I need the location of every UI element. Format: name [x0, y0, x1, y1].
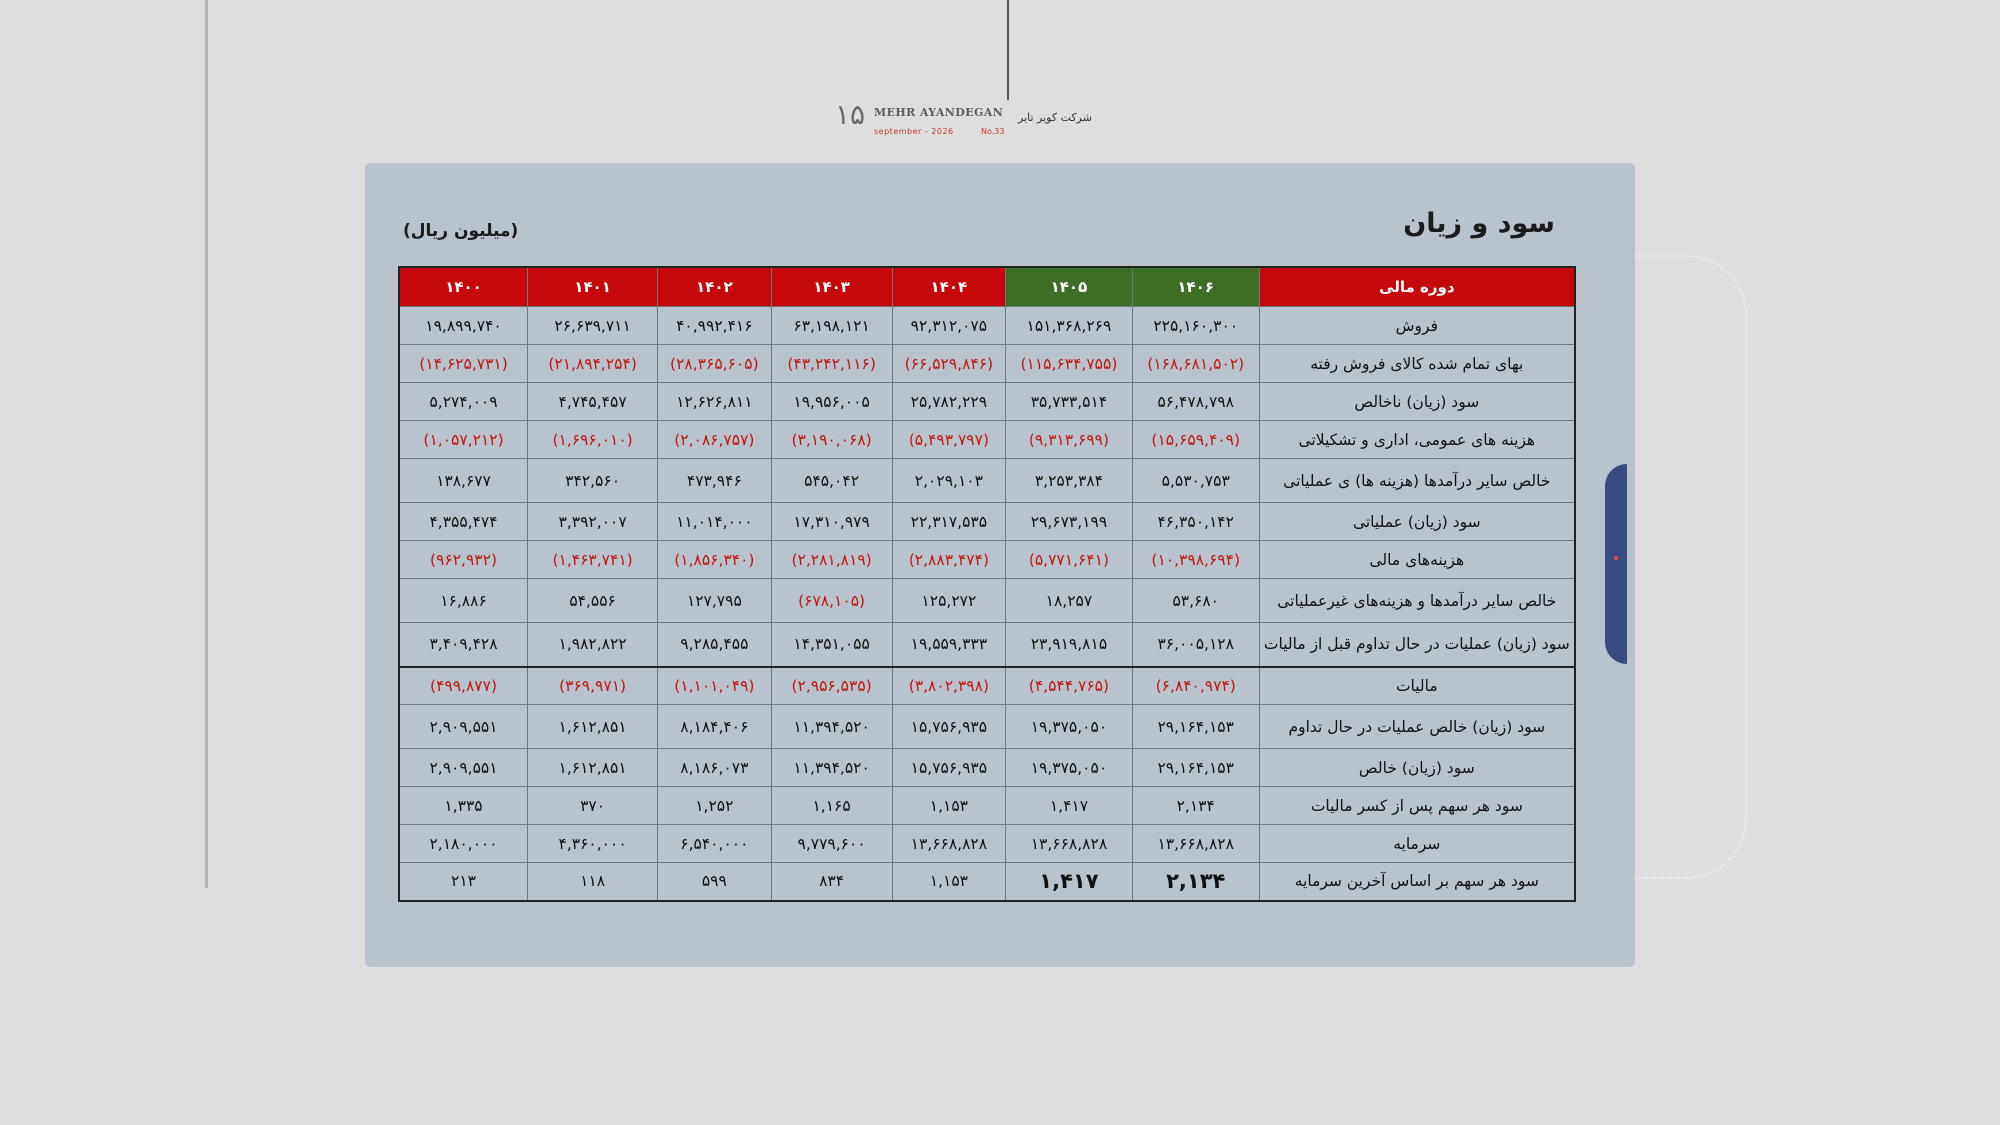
table-cell: ۱۱,۰۱۴,۰۰۰ [658, 503, 771, 541]
table-row [399, 667, 1575, 705]
table-cell: (۵,۴۹۳,۷۹۷) [892, 421, 1005, 459]
table-cell: ۸,۱۸۶,۰۷۳ [658, 749, 771, 787]
table-header-row [399, 267, 1575, 307]
issue-date: september - 2026 [874, 127, 954, 136]
table-row [399, 863, 1575, 901]
table-cell: ۴,۷۴۵,۴۵۷ [528, 383, 658, 421]
table-cell: ۱۳۸,۶۷۷ [399, 459, 528, 503]
side-navigation-tab[interactable] [1605, 464, 1627, 664]
table-cell: ۱۲,۶۲۶,۸۱۱ [658, 383, 771, 421]
table-row [399, 623, 1575, 667]
table-cell: ۱۸,۲۵۷ [1006, 579, 1133, 623]
table-cell: ۱۷,۳۱۰,۹۷۹ [771, 503, 892, 541]
table-cell: ۱,۳۳۵ [399, 787, 528, 825]
table-cell: ۱,۱۵۳ [892, 787, 1005, 825]
table-cell: ۱,۴۱۷ [1006, 787, 1133, 825]
table-cell: ۲,۱۳۴ [1132, 863, 1259, 901]
table-cell: ۱۲۵,۲۷۲ [892, 579, 1005, 623]
table-cell: ۶۳,۱۹۸,۱۲۱ [771, 307, 892, 345]
table-cell: ۸,۱۸۴,۴۰۶ [658, 705, 771, 749]
table-cell: (۵,۷۷۱,۶۴۱) [1006, 541, 1133, 579]
table-row [399, 749, 1575, 787]
table-cell: ۲۹,۱۶۴,۱۵۳ [1132, 749, 1259, 787]
table-cell: ۵۳,۶۸۰ [1132, 579, 1259, 623]
table-cell: ۵,۵۳۰,۷۵۳ [1132, 459, 1259, 503]
table-cell: ۱۵,۷۵۶,۹۳۵ [892, 749, 1005, 787]
table-cell: ۱۹,۸۹۹,۷۴۰ [399, 307, 528, 345]
table-cell: (۴,۵۴۴,۷۶۵) [1006, 667, 1133, 705]
table-cell: ۳۴۲,۵۶۰ [528, 459, 658, 503]
table-cell: ۲,۹۰۹,۵۵۱ [399, 705, 528, 749]
column-header-year: ۱۴۰۵ [1006, 267, 1133, 307]
table-cell: ۱,۱۶۵ [771, 787, 892, 825]
table-cell: ۳,۳۹۲,۰۰۷ [528, 503, 658, 541]
table-cell: ۱۴,۳۵۱,۰۵۵ [771, 623, 892, 667]
table-cell: ۱۵۱,۳۶۸,۲۶۹ [1006, 307, 1133, 345]
table-cell: ۲,۱۸۰,۰۰۰ [399, 825, 528, 863]
table-cell: ۲۹,۱۶۴,۱۵۳ [1132, 705, 1259, 749]
issue-number: No.33 [981, 127, 1005, 136]
table-cell: ۸۳۴ [771, 863, 892, 901]
table-cell: (۱,۰۵۷,۲۱۲) [399, 421, 528, 459]
table-cell: ۳۵,۷۳۳,۵۱۴ [1006, 383, 1133, 421]
income-statement-panel [365, 163, 1635, 967]
table-cell: (۲,۲۸۱,۸۱۹) [771, 541, 892, 579]
table-cell: ۴۰,۹۹۲,۴۱۶ [658, 307, 771, 345]
table-cell: ۲,۹۰۹,۵۵۱ [399, 749, 528, 787]
column-header-year: ۱۴۰۰ [399, 267, 528, 307]
table-cell: ۹۲,۳۱۲,۰۷۵ [892, 307, 1005, 345]
table-cell: (۹۶۲,۹۳۲) [399, 541, 528, 579]
table-cell: ۲۵,۷۸۲,۲۲۹ [892, 383, 1005, 421]
table-cell: ۹,۲۸۵,۴۵۵ [658, 623, 771, 667]
table-row [399, 459, 1575, 503]
table-cell: ۱۳,۶۶۸,۸۲۸ [1132, 825, 1259, 863]
table-cell: (۶۶,۵۲۹,۸۴۶) [892, 345, 1005, 383]
row-label: سود (زیان) ناخالص [1259, 383, 1575, 421]
table-row [399, 503, 1575, 541]
tab-marker-icon [1614, 556, 1618, 560]
table-cell: ۱,۱۵۳ [892, 863, 1005, 901]
column-header-year: ۱۴۰۶ [1132, 267, 1259, 307]
table-cell: ۱,۶۱۲,۸۵۱ [528, 705, 658, 749]
table-cell: ۴۶,۳۵۰,۱۴۲ [1132, 503, 1259, 541]
table-cell: ۱۲۷,۷۹۵ [658, 579, 771, 623]
table-cell: ۵۹۹ [658, 863, 771, 901]
row-label: بهای تمام شده کالای فروش رفته [1259, 345, 1575, 383]
table-cell: ۱۳,۶۶۸,۸۲۸ [1006, 825, 1133, 863]
table-cell: ۱,۲۵۲ [658, 787, 771, 825]
table-row [399, 421, 1575, 459]
table-cell: (۲۱,۸۹۴,۲۵۴) [528, 345, 658, 383]
table-cell: (۲۸,۳۶۵,۶۰۵) [658, 345, 771, 383]
table-cell: (۳,۱۹۰,۰۶۸) [771, 421, 892, 459]
row-label: سود (زیان) خالص عملیات در حال تداوم [1259, 705, 1575, 749]
table-cell: ۲۹,۶۷۳,۱۹۹ [1006, 503, 1133, 541]
column-header-year: ۱۴۰۱ [528, 267, 658, 307]
row-label: هزینه های عمومی، اداری و تشکیلاتی [1259, 421, 1575, 459]
table-cell: (۱,۶۹۶,۰۱۰) [528, 421, 658, 459]
table-cell: (۴۹۹,۸۷۷) [399, 667, 528, 705]
table-cell: ۴,۳۵۵,۴۷۴ [399, 503, 528, 541]
table-cell: ۳,۴۰۹,۴۲۸ [399, 623, 528, 667]
row-label: فروش [1259, 307, 1575, 345]
table-row [399, 705, 1575, 749]
row-label: سود (زیان) عملیاتی [1259, 503, 1575, 541]
top-center-rule [1007, 0, 1009, 100]
table-cell: ۲,۱۳۴ [1132, 787, 1259, 825]
table-cell: ۲,۰۲۹,۱۰۳ [892, 459, 1005, 503]
table-row [399, 307, 1575, 345]
column-header-year: ۱۴۰۳ [771, 267, 892, 307]
table-cell: ۵۴۵,۰۴۲ [771, 459, 892, 503]
page-title: سود و زیان [1403, 208, 1555, 239]
row-label: سود (زیان) خالص [1259, 749, 1575, 787]
table-cell: ۳۶,۰۰۵,۱۲۸ [1132, 623, 1259, 667]
row-label: مالیات [1259, 667, 1575, 705]
table-cell: ۱,۹۸۲,۸۲۲ [528, 623, 658, 667]
table-cell: (۲,۸۸۳,۴۷۴) [892, 541, 1005, 579]
table-cell: ۱۱,۳۹۴,۵۲۰ [771, 705, 892, 749]
table-cell: ۹,۷۷۹,۶۰۰ [771, 825, 892, 863]
table-cell: ۱۹,۵۵۹,۳۳۳ [892, 623, 1005, 667]
table-cell: ۵۴,۵۵۶ [528, 579, 658, 623]
table-cell: ۶,۵۴۰,۰۰۰ [658, 825, 771, 863]
table-cell: (۱,۴۶۳,۷۴۱) [528, 541, 658, 579]
income-statement-table [398, 266, 1576, 902]
table-cell: ۱۳,۶۶۸,۸۲۸ [892, 825, 1005, 863]
table-cell: (۳,۸۰۲,۳۹۸) [892, 667, 1005, 705]
table-cell: ۱۱۸ [528, 863, 658, 901]
table-cell: ۱۵,۷۵۶,۹۳۵ [892, 705, 1005, 749]
table-cell: ۵۶,۴۷۸,۷۹۸ [1132, 383, 1259, 421]
column-header-period: دوره مالی [1259, 267, 1575, 307]
row-label: هزینه‌های مالی [1259, 541, 1575, 579]
page-number: ۱۵ [835, 98, 866, 131]
table-cell: ۱۹,۹۵۶,۰۰۵ [771, 383, 892, 421]
row-label: سود هر سهم پس از کسر مالیات [1259, 787, 1575, 825]
table-cell: (۲,۹۵۶,۵۳۵) [771, 667, 892, 705]
page-header [0, 98, 2000, 142]
table-cell: ۳,۲۵۳,۳۸۴ [1006, 459, 1133, 503]
table-cell: (۴۳,۲۴۲,۱۱۶) [771, 345, 892, 383]
row-label: خالص سایر درآمدها (هزینه ها) ی عملیاتی [1259, 459, 1575, 503]
company-name: شرکت کویر تایر [1018, 111, 1092, 124]
table-cell: ۲۳,۹۱۹,۸۱۵ [1006, 623, 1133, 667]
table-cell: ۱۶,۸۸۶ [399, 579, 528, 623]
table-cell: (۱۱۵,۶۳۴,۷۵۵) [1006, 345, 1133, 383]
table-cell: ۱,۴۱۷ [1006, 863, 1133, 901]
table-row [399, 383, 1575, 421]
row-label: سود هر سهم بر اساس آخرین سرمایه [1259, 863, 1575, 901]
table-cell: (۶,۸۴۰,۹۷۴) [1132, 667, 1259, 705]
row-label: خالص سایر درآمدها و هزینه‌های غیرعملیاتی [1259, 579, 1575, 623]
table-cell: ۱۹,۳۷۵,۰۵۰ [1006, 705, 1133, 749]
table-cell: (۹,۳۱۳,۶۹۹) [1006, 421, 1133, 459]
table-row [399, 579, 1575, 623]
table-cell: ۲۶,۶۳۹,۷۱۱ [528, 307, 658, 345]
table-cell: (۱,۸۵۶,۳۴۰) [658, 541, 771, 579]
table-cell: ۱۹,۳۷۵,۰۵۰ [1006, 749, 1133, 787]
table-cell: ۱,۶۱۲,۸۵۱ [528, 749, 658, 787]
table-row [399, 541, 1575, 579]
table-cell: ۴۷۳,۹۴۶ [658, 459, 771, 503]
table-cell: ۲۲,۳۱۷,۵۳۵ [892, 503, 1005, 541]
table-cell: ۲۱۳ [399, 863, 528, 901]
table-cell: (۱۴,۶۲۵,۷۳۱) [399, 345, 528, 383]
table-cell: (۳۶۹,۹۷۱) [528, 667, 658, 705]
unit-label: (میلیون ریال) [403, 221, 519, 241]
table-cell: ۵,۲۷۴,۰۰۹ [399, 383, 528, 421]
table-cell: (۱۶۸,۶۸۱,۵۰۲) [1132, 345, 1259, 383]
table-cell: ۳۷۰ [528, 787, 658, 825]
table-cell: (۲,۰۸۶,۷۵۷) [658, 421, 771, 459]
table-row [399, 345, 1575, 383]
table-cell: ۴,۳۶۰,۰۰۰ [528, 825, 658, 863]
table-cell: (۶۷۸,۱۰۵) [771, 579, 892, 623]
table-cell: (۱,۱۰۱,۰۴۹) [658, 667, 771, 705]
column-header-year: ۱۴۰۴ [892, 267, 1005, 307]
table-cell: ۱۱,۳۹۴,۵۲۰ [771, 749, 892, 787]
table-cell: (۱۵,۶۵۹,۴۰۹) [1132, 421, 1259, 459]
table-cell: ۲۲۵,۱۶۰,۳۰۰ [1132, 307, 1259, 345]
table-row [399, 787, 1575, 825]
table-row [399, 825, 1575, 863]
table-cell: (۱۰,۳۹۸,۶۹۴) [1132, 541, 1259, 579]
row-label: سرمایه [1259, 825, 1575, 863]
brand-name: MEHR AYANDEGAN [874, 106, 1004, 119]
column-header-year: ۱۴۰۲ [658, 267, 771, 307]
row-label: سود (زیان) عملیات در حال تداوم قبل از مالیات [1259, 623, 1575, 667]
